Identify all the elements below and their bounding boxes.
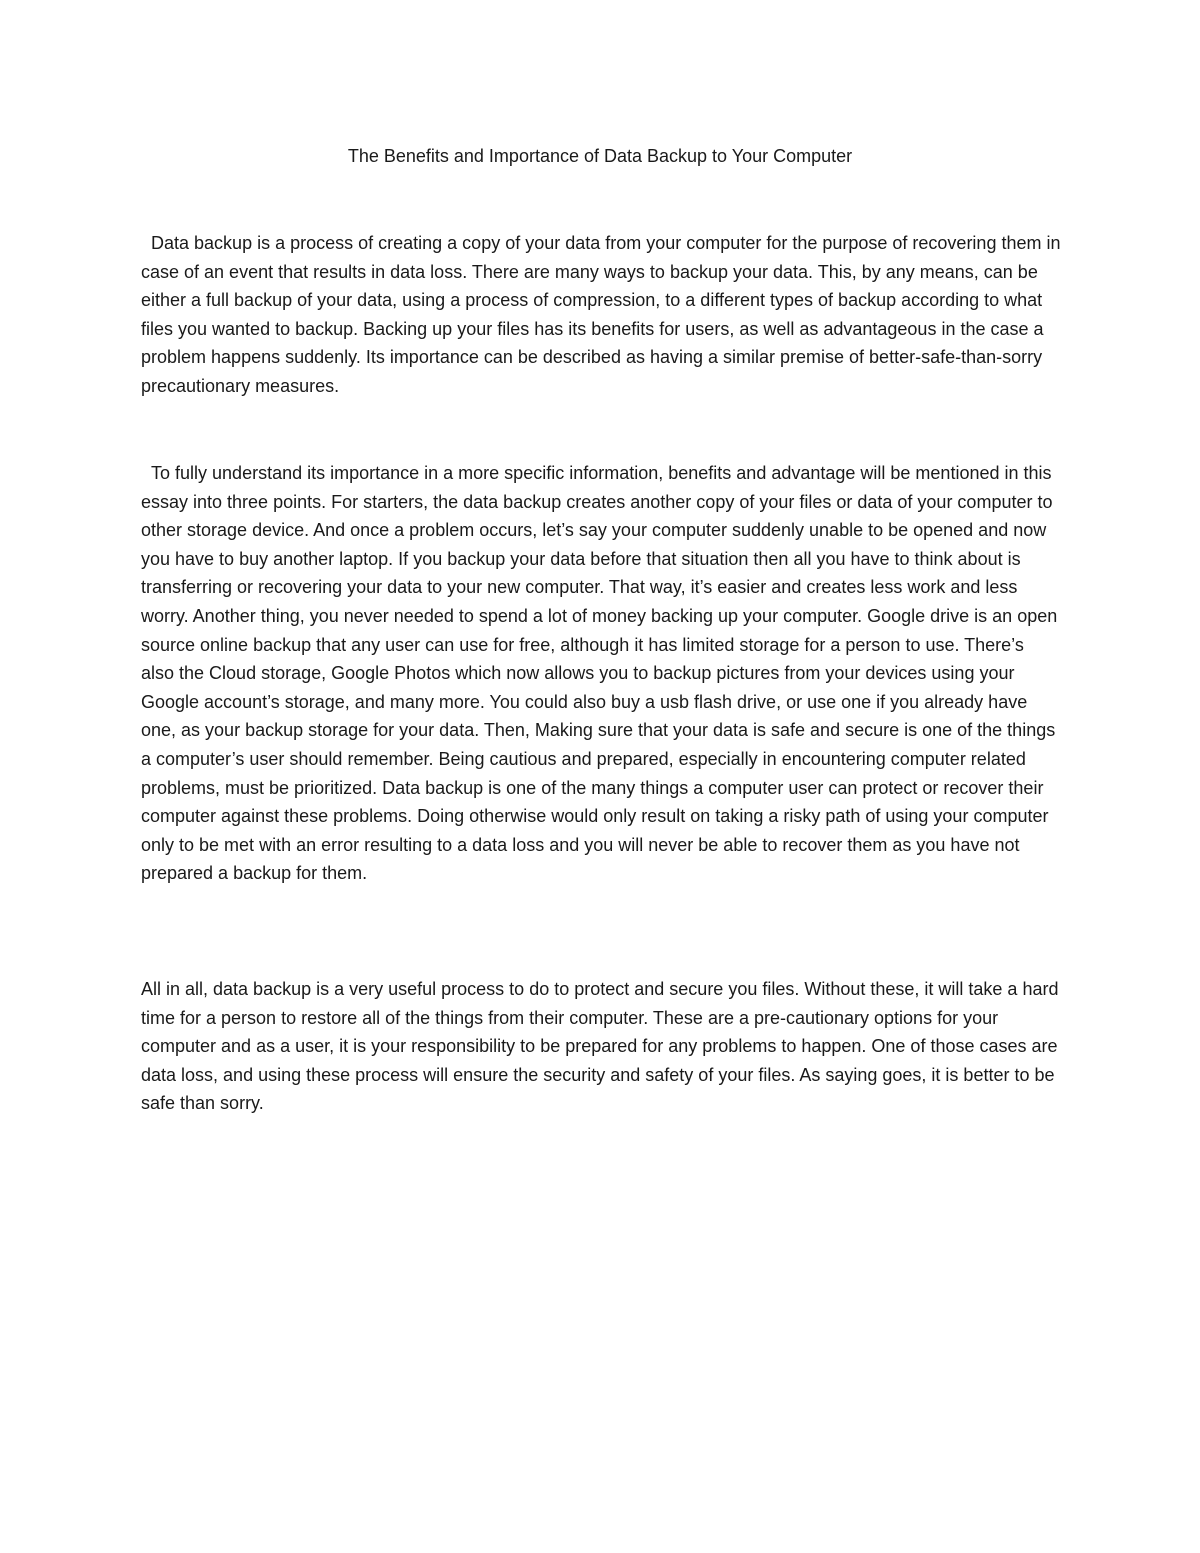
- document-title: The Benefits and Importance of Data Backup to Your Computer: [347, 146, 853, 166]
- paragraph-conclusion: All in all, data backup is a very useful process to do to protect and secure you files. Without these, it will take a hard time for a person to restore all of the things from their computer. These are a pre-cautionary options for your computer and as a user, it is your responsibility to be prepared for any problems to happen. One of those cases are data loss, and using these process will ensure the security and safety of your files. As saying goes, it is better to be safe than sorry.: [141, 979, 1064, 1114]
- paragraph-intro: Data backup is a process of creating a copy of your data from your computer for the purpose of recovering them in case of an event that results in data loss. There are many ways to backup your data. This, by any means, can be either a full backup of your data, using a process of compression, to a different types of backup according to what files you wanted to backup. Backing up your files has its benefits for users, as well as advantageous in the case a problem happens suddenly. Its importance can be described as having a similar premise of better-safe-than-sorry precautionary measures.: [141, 233, 1066, 396]
- paragraph-body: To fully understand its importance in a more specific information, benefits and advantage will be mentioned in this essay into three points. For starters, the data backup creates another copy of your files or data of your computer to other storage device. And once a problem occurs, let’s say your computer suddenly unable to be opened and now you have to buy another laptop. If you backup your data before that situation then all you have to think about is transferring or recovering your data to your new computer. That way, it’s easier and creates less work and less worry. Another thing, you never needed to spend a lot of money backing up your computer. Google drive is an open source online backup that any user can use for free, although it has limited storage for a person to use. There’s also the Cloud storage, Google Photos which now allows you to backup pictures from your devices using your Google account’s storage, and many more. You could also buy a usb flash drive, or use one if you already have one, as your backup storage for your data. Then, Making sure that your data is safe and secure is one of the things a computer’s user should remember. Being cautious and prepared, especially in encountering computer related problems, must be prioritized. Data backup is one of the many things a computer user can protect or recover their computer against these problems. Doing otherwise would only result on taking a risky path of using your computer only to be met with an error resulting to a data loss and you will never be able to recover them as you have not prepared a backup for them.: [141, 463, 1063, 884]
